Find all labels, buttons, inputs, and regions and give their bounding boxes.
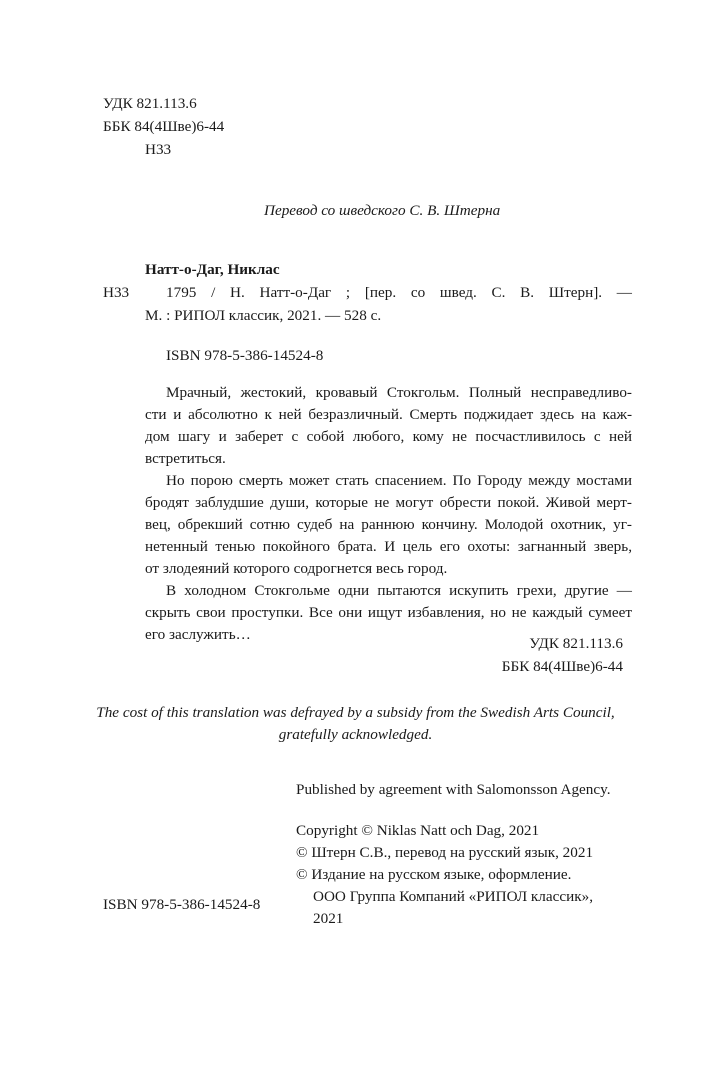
copyright-line-4: ООО Группа Компаний «РИПОЛ классик», <box>313 888 594 905</box>
bottom-isbn: ISBN 978-5-386-14524-8 <box>103 896 261 913</box>
author-mark: Н33 <box>145 141 172 158</box>
annotation-line: его заслужить… <box>145 626 251 643</box>
catalog-line-1: 1795 / Н. Натт-о-Даг ; [пер. со швед. С. В. Штерн]. — <box>166 284 632 301</box>
copyright-line-3: © Издание на русском языке, оформление. <box>296 866 572 883</box>
udk-code: УДК 821.113.6 <box>103 95 197 112</box>
udk-code-right: УДК 821.113.6 <box>529 635 623 652</box>
bbk-code-right: ББК 84(4Шве)6-44 <box>501 658 623 675</box>
annotation-line: скрыть свои проступки. Все они ищут избавления, но не каждый сумеет <box>145 604 632 621</box>
catalog-line-2: М. : РИПОЛ классик, 2021. — 528 с. <box>145 307 382 324</box>
annotation-line: сти и абсолютно к ней безразличный. Смерть поджидает здесь на каж- <box>145 406 632 423</box>
annotation-line: нетенный тенью покойного брата. И цель его охоты: загнанный зверь, <box>145 538 632 555</box>
catalog-isbn: ISBN 978-5-386-14524-8 <box>166 347 324 364</box>
catalog-author-mark: Н33 <box>103 284 130 301</box>
annotation-line: дом шагу и заберет с собой любого, кому не посчастливилось с ней <box>145 428 632 445</box>
copyright-line-5: 2021 <box>313 910 344 927</box>
subsidy-note-line-1: The cost of this translation was defrayed by a subsidy from the Swedish Arts Council, <box>96 704 615 721</box>
subsidy-note-line-2: gratefully acknowledged. <box>278 726 433 743</box>
catalog-heading: Натт-о-Даг, Никлас <box>145 261 280 278</box>
agency-note: Published by agreement with Salomonsson Agency. <box>296 781 611 798</box>
annotation-line: вец, обрекший сотню судеб на раннюю кончину. Молодой охотник, уг- <box>145 516 632 533</box>
bbk-code: ББК 84(4Шве)6-44 <box>103 118 225 135</box>
annotation-line: бродят заблудшие души, которые не могут обрести покой. Живой мерт- <box>145 494 632 511</box>
annotation-line: Мрачный, жестокий, кровавый Стокгольм. Полный несправедливо- <box>166 384 632 401</box>
translator-note: Перевод со шведского С. В. Штерна <box>264 202 501 219</box>
copyright-line-2: © Штерн С.В., перевод на русский язык, 2021 <box>296 844 594 861</box>
copyright-line-1: Copyright © Niklas Natt och Dag, 2021 <box>296 822 540 839</box>
annotation-line: встретиться. <box>145 450 226 467</box>
annotation-line: Но порою смерть может стать спасением. По Городу между мостами <box>166 472 632 489</box>
annotation-line: В холодном Стокгольме одни пытаются искупить грехи, другие — <box>166 582 632 599</box>
annotation-line: от злодеяний которого содрогнется весь город. <box>145 560 448 577</box>
